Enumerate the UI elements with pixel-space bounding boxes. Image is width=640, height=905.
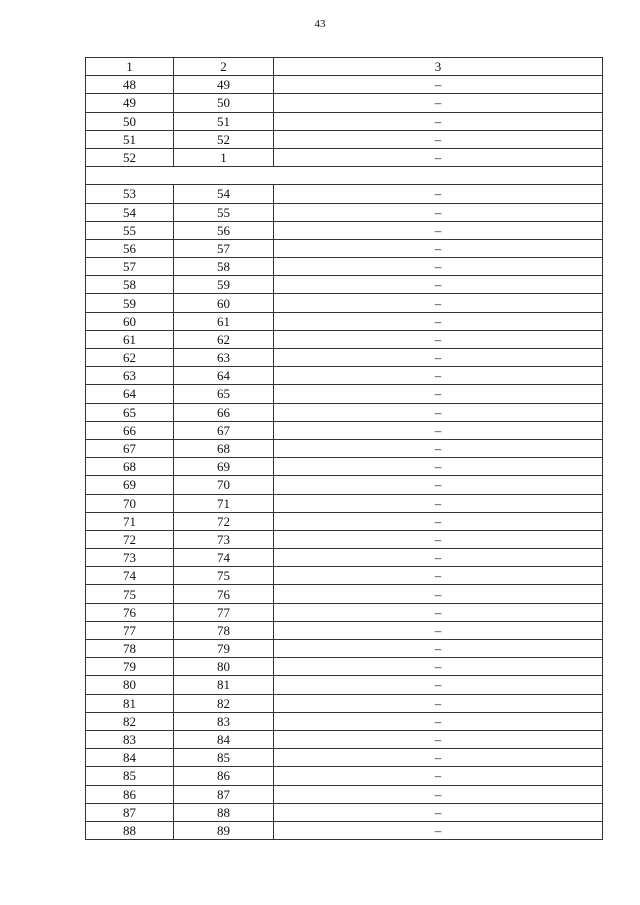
table-cell-col-2: 70 bbox=[174, 476, 274, 494]
table-cell-col-3: – bbox=[274, 712, 603, 730]
table-row bbox=[86, 294, 603, 312]
table-cell-col-2: 85 bbox=[174, 749, 274, 767]
table-cell-col-2: 60 bbox=[174, 294, 274, 312]
table-cell-col-2: 57 bbox=[174, 239, 274, 257]
table-cell-col-3: – bbox=[274, 621, 603, 639]
table-row bbox=[86, 312, 603, 330]
table-cell-col-3: – bbox=[274, 130, 603, 148]
column-header-2: 2 bbox=[174, 58, 274, 76]
table-cell-col-3: – bbox=[274, 330, 603, 348]
table-cell-col-1: 49 bbox=[86, 94, 174, 112]
table-cell-col-3: – bbox=[274, 112, 603, 130]
table-row bbox=[86, 530, 603, 548]
table-row bbox=[86, 821, 603, 839]
table-cell-col-1: 85 bbox=[86, 767, 174, 785]
table-cell-col-3: – bbox=[274, 312, 603, 330]
table-cell-col-3: – bbox=[274, 821, 603, 839]
table-cell-col-2: 55 bbox=[174, 203, 274, 221]
table-cell-col-2: 69 bbox=[174, 458, 274, 476]
table-cell-col-1: 75 bbox=[86, 585, 174, 603]
table-row bbox=[86, 730, 603, 748]
table-cell-col-1: 56 bbox=[86, 239, 174, 257]
table-row bbox=[86, 367, 603, 385]
table-cell-col-2: 66 bbox=[174, 403, 274, 421]
table-row bbox=[86, 112, 603, 130]
table-row bbox=[86, 585, 603, 603]
table-cell-col-1: 73 bbox=[86, 549, 174, 567]
table-cell-col-2: 58 bbox=[174, 258, 274, 276]
table-cell-col-3: – bbox=[274, 185, 603, 203]
table-row bbox=[86, 621, 603, 639]
table-cell-col-2: 73 bbox=[174, 530, 274, 548]
table-cell-col-3: – bbox=[274, 749, 603, 767]
table-cell-col-2: 61 bbox=[174, 312, 274, 330]
table-cell-col-3: – bbox=[274, 730, 603, 748]
table-row bbox=[86, 476, 603, 494]
table-cell-col-2: 64 bbox=[174, 367, 274, 385]
table-row bbox=[86, 439, 603, 457]
table-cell-col-2: 75 bbox=[174, 567, 274, 585]
table-cell-col-2: 72 bbox=[174, 512, 274, 530]
table-row bbox=[86, 403, 603, 421]
table-row bbox=[86, 239, 603, 257]
table-cell-col-2: 62 bbox=[174, 330, 274, 348]
table-group-2 bbox=[86, 185, 603, 840]
table-cell-col-2: 77 bbox=[174, 603, 274, 621]
table-row bbox=[86, 549, 603, 567]
table-cell-col-1: 81 bbox=[86, 694, 174, 712]
table-cell-col-3: – bbox=[274, 203, 603, 221]
table-cell-col-3: – bbox=[274, 458, 603, 476]
table-cell-col-1: 77 bbox=[86, 621, 174, 639]
table-cell-col-1: 62 bbox=[86, 349, 174, 367]
table-cell-col-1: 80 bbox=[86, 676, 174, 694]
table-cell-col-3: – bbox=[274, 94, 603, 112]
table-cell-col-3: – bbox=[274, 549, 603, 567]
table-cell-col-1: 87 bbox=[86, 803, 174, 821]
table-cell-col-1: 72 bbox=[86, 530, 174, 548]
table-cell-col-3: – bbox=[274, 421, 603, 439]
table-cell-col-3: – bbox=[274, 148, 603, 166]
table-cell-col-1: 79 bbox=[86, 658, 174, 676]
table-cell-col-1: 50 bbox=[86, 112, 174, 130]
table-row bbox=[86, 130, 603, 148]
table-cell-col-1: 67 bbox=[86, 439, 174, 457]
table-cell-col-3: – bbox=[274, 585, 603, 603]
table-separator bbox=[86, 167, 603, 185]
table-row bbox=[86, 712, 603, 730]
table-cell-col-3: – bbox=[274, 676, 603, 694]
table-cell-col-1: 86 bbox=[86, 785, 174, 803]
table-cell-col-2: 1 bbox=[174, 148, 274, 166]
table-row bbox=[86, 767, 603, 785]
table-cell-col-2: 80 bbox=[174, 658, 274, 676]
table-row bbox=[86, 676, 603, 694]
table-cell-col-3: – bbox=[274, 803, 603, 821]
table-cell-col-1: 71 bbox=[86, 512, 174, 530]
table-cell-col-3: – bbox=[274, 239, 603, 257]
table-cell-col-1: 58 bbox=[86, 276, 174, 294]
table-row bbox=[86, 76, 603, 94]
table-cell-col-3: – bbox=[274, 439, 603, 457]
table-cell-col-2: 86 bbox=[174, 767, 274, 785]
table-group-1 bbox=[86, 76, 603, 167]
separator-cell bbox=[86, 167, 603, 185]
table-cell-col-3: – bbox=[274, 658, 603, 676]
table-row bbox=[86, 421, 603, 439]
table-cell-col-2: 84 bbox=[174, 730, 274, 748]
column-header-1: 1 bbox=[86, 58, 174, 76]
table-cell-col-2: 51 bbox=[174, 112, 274, 130]
table-cell-col-1: 51 bbox=[86, 130, 174, 148]
table-cell-col-3: – bbox=[274, 76, 603, 94]
table-cell-col-2: 67 bbox=[174, 421, 274, 439]
table-cell-col-2: 68 bbox=[174, 439, 274, 457]
table-cell-col-2: 50 bbox=[174, 94, 274, 112]
table-cell-col-1: 84 bbox=[86, 749, 174, 767]
table-row bbox=[86, 749, 603, 767]
table-row bbox=[86, 203, 603, 221]
table-cell-col-1: 66 bbox=[86, 421, 174, 439]
table-cell-col-3: – bbox=[274, 694, 603, 712]
table-cell-col-1: 69 bbox=[86, 476, 174, 494]
table-cell-col-1: 57 bbox=[86, 258, 174, 276]
table-cell-col-1: 76 bbox=[86, 603, 174, 621]
column-header-3: 3 bbox=[274, 58, 603, 76]
table-cell-col-2: 49 bbox=[174, 76, 274, 94]
table-cell-col-3: – bbox=[274, 494, 603, 512]
table-cell-col-1: 59 bbox=[86, 294, 174, 312]
table-row bbox=[86, 258, 603, 276]
table-row bbox=[86, 276, 603, 294]
table-cell-col-3: – bbox=[274, 640, 603, 658]
table-cell-col-3: – bbox=[274, 476, 603, 494]
table-cell-col-1: 52 bbox=[86, 148, 174, 166]
table-cell-col-2: 65 bbox=[174, 385, 274, 403]
table-cell-col-3: – bbox=[274, 276, 603, 294]
table-cell-col-2: 56 bbox=[174, 221, 274, 239]
table-cell-col-1: 88 bbox=[86, 821, 174, 839]
table-cell-col-2: 82 bbox=[174, 694, 274, 712]
table-row bbox=[86, 221, 603, 239]
separator-row bbox=[86, 167, 603, 185]
table-row bbox=[86, 385, 603, 403]
table-row bbox=[86, 785, 603, 803]
table-cell-col-3: – bbox=[274, 530, 603, 548]
table-cell-col-1: 78 bbox=[86, 640, 174, 658]
table-cell-col-3: – bbox=[274, 367, 603, 385]
table-row bbox=[86, 349, 603, 367]
table-cell-col-2: 74 bbox=[174, 549, 274, 567]
table-cell-col-2: 76 bbox=[174, 585, 274, 603]
table-row bbox=[86, 658, 603, 676]
table-cell-col-1: 65 bbox=[86, 403, 174, 421]
table-row bbox=[86, 494, 603, 512]
table-cell-col-2: 54 bbox=[174, 185, 274, 203]
table-cell-col-1: 82 bbox=[86, 712, 174, 730]
table-cell-col-2: 71 bbox=[174, 494, 274, 512]
table-cell-col-1: 63 bbox=[86, 367, 174, 385]
table-row bbox=[86, 185, 603, 203]
table-cell-col-1: 61 bbox=[86, 330, 174, 348]
table-cell-col-2: 79 bbox=[174, 640, 274, 658]
table-cell-col-3: – bbox=[274, 294, 603, 312]
table-cell-col-3: – bbox=[274, 603, 603, 621]
table-row bbox=[86, 694, 603, 712]
table-cell-col-2: 89 bbox=[174, 821, 274, 839]
table-cell-col-2: 52 bbox=[174, 130, 274, 148]
table-cell-col-2: 63 bbox=[174, 349, 274, 367]
table-cell-col-1: 55 bbox=[86, 221, 174, 239]
table-row bbox=[86, 603, 603, 621]
table-row bbox=[86, 640, 603, 658]
table-row bbox=[86, 803, 603, 821]
table-cell-col-3: – bbox=[274, 767, 603, 785]
table-row bbox=[86, 148, 603, 166]
table-cell-col-1: 60 bbox=[86, 312, 174, 330]
table-cell-col-3: – bbox=[274, 403, 603, 421]
table-cell-col-2: 78 bbox=[174, 621, 274, 639]
table-cell-col-2: 88 bbox=[174, 803, 274, 821]
table-cell-col-2: 83 bbox=[174, 712, 274, 730]
table-row bbox=[86, 512, 603, 530]
table-cell-col-1: 54 bbox=[86, 203, 174, 221]
table-cell-col-1: 64 bbox=[86, 385, 174, 403]
table-row bbox=[86, 458, 603, 476]
table-cell-col-3: – bbox=[274, 385, 603, 403]
table-row bbox=[86, 567, 603, 585]
table-cell-col-2: 81 bbox=[174, 676, 274, 694]
table-cell-col-1: 74 bbox=[86, 567, 174, 585]
table-cell-col-1: 48 bbox=[86, 76, 174, 94]
table-cell-col-1: 53 bbox=[86, 185, 174, 203]
table-cell-col-3: – bbox=[274, 512, 603, 530]
table-cell-col-3: – bbox=[274, 349, 603, 367]
table-row bbox=[86, 94, 603, 112]
data-table bbox=[85, 57, 603, 840]
table-cell-col-3: – bbox=[274, 785, 603, 803]
header-row bbox=[86, 58, 603, 76]
table-row bbox=[86, 330, 603, 348]
page-number: 43 bbox=[314, 18, 326, 30]
table-cell-col-1: 68 bbox=[86, 458, 174, 476]
table-cell-col-3: – bbox=[274, 221, 603, 239]
table-cell-col-1: 70 bbox=[86, 494, 174, 512]
table-cell-col-3: – bbox=[274, 258, 603, 276]
table-cell-col-2: 59 bbox=[174, 276, 274, 294]
table-cell-col-1: 83 bbox=[86, 730, 174, 748]
table-cell-col-2: 87 bbox=[174, 785, 274, 803]
table-cell-col-3: – bbox=[274, 567, 603, 585]
